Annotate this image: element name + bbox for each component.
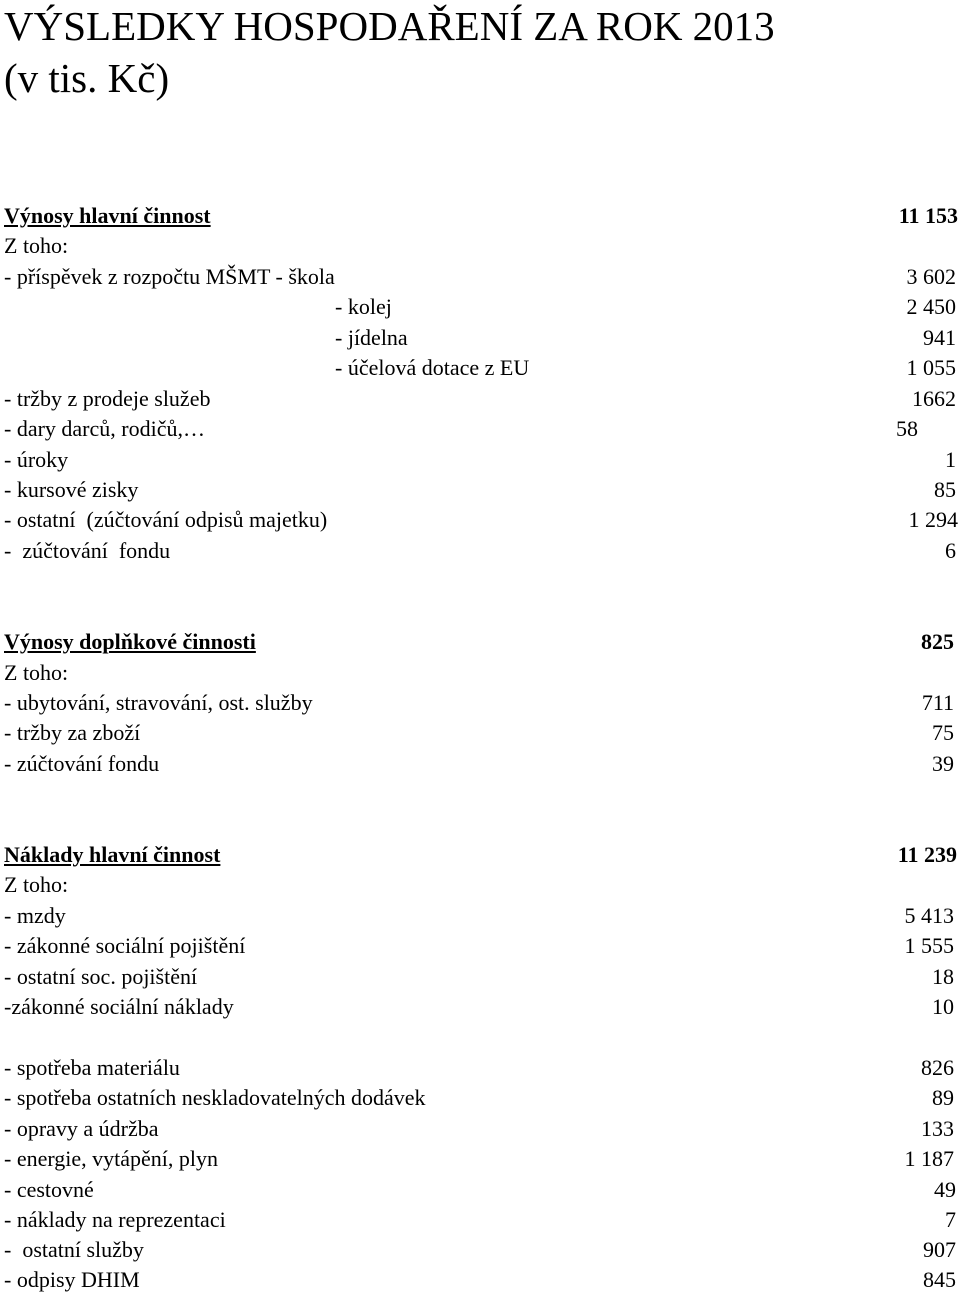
z-toho-row	[4, 870, 960, 900]
item-label: - spotřeba ostatních neskladovatelných dodávek	[4, 1085, 426, 1110]
list-item	[4, 536, 960, 566]
page-title-line2: (v tis. Kč)	[4, 55, 170, 101]
item-label: - tržby z prodeje služeb	[4, 386, 211, 411]
section-total: 11 153	[898, 203, 958, 228]
list-item	[4, 1235, 960, 1265]
item-label: - ostatní služby	[4, 1237, 144, 1262]
item-value: 826	[921, 1055, 954, 1080]
list-item	[4, 414, 960, 444]
list-item	[4, 1053, 960, 1083]
list-item	[4, 1175, 960, 1205]
section-heading: Výnosy hlavní činnost	[4, 203, 211, 228]
item-label: - jídelna	[335, 325, 408, 350]
item-label: - cestovné	[4, 1177, 94, 1202]
item-value: 941	[923, 325, 956, 350]
item-label: - ubytování, stravování, ost. služby	[4, 690, 313, 715]
item-value: 1 187	[904, 1146, 954, 1171]
item-value: 907	[923, 1237, 956, 1262]
item-value: 1 555	[904, 933, 954, 958]
item-value: 1 294	[908, 507, 958, 532]
item-label: - příspěvek z rozpočtu MŠMT - škola	[4, 264, 335, 289]
section-total: 11 239	[897, 842, 957, 867]
list-item	[4, 1265, 960, 1295]
item-label: - opravy a údržba	[4, 1116, 159, 1141]
list-item	[4, 962, 960, 992]
section-heading-row	[4, 201, 960, 231]
item-label: - kolej	[335, 294, 392, 319]
z-toho-label: Z toho:	[4, 233, 69, 258]
list-item	[4, 384, 960, 414]
list-item	[4, 688, 960, 718]
item-value: 85	[934, 477, 956, 502]
z-toho-label: Z toho:	[4, 872, 69, 897]
list-item	[4, 931, 960, 961]
list-item	[4, 475, 960, 505]
item-label: - úroky	[4, 447, 69, 472]
list-item	[4, 353, 960, 383]
item-label: - tržby za zboží	[4, 720, 141, 745]
section-heading-row	[4, 627, 960, 657]
page-title-line1: VÝSLEDKY HOSPODAŘENÍ ZA ROK 2013	[4, 3, 775, 49]
list-item	[4, 505, 960, 535]
item-value: 133	[921, 1116, 954, 1141]
section-total: 825	[921, 629, 954, 654]
z-toho-row	[4, 658, 960, 688]
list-item	[4, 292, 960, 322]
item-value: 3 602	[906, 264, 956, 289]
section-heading: Náklady hlavní činnost	[4, 842, 221, 867]
list-item	[4, 1205, 960, 1235]
item-label: -zákonné sociální náklady	[4, 994, 234, 1019]
item-value: 1 055	[906, 355, 956, 380]
list-item	[4, 262, 960, 292]
item-value: 49	[934, 1177, 956, 1202]
item-value: 7	[945, 1207, 956, 1232]
section-heading: Výnosy doplňkové činnosti	[4, 629, 256, 654]
item-value: 711	[921, 690, 954, 715]
item-label: - náklady na reprezentaci	[4, 1207, 226, 1232]
item-label: - energie, vytápění, plyn	[4, 1146, 219, 1171]
item-label: - zúčtování fondu	[4, 538, 171, 563]
item-value: 1662	[912, 386, 956, 411]
list-item	[4, 992, 960, 1022]
item-value: 845	[923, 1267, 956, 1292]
item-value: 2 450	[906, 294, 956, 319]
list-item	[4, 445, 960, 475]
item-label: - mzdy	[4, 903, 66, 928]
item-value: 5 413	[904, 903, 954, 928]
item-value: 1	[945, 447, 956, 472]
item-value: 39	[932, 751, 954, 776]
item-value: 18	[932, 964, 954, 989]
item-label: - ostatní soc. pojištění	[4, 964, 198, 989]
item-label: - účelová dotace z EU	[335, 355, 530, 380]
z-toho-label: Z toho:	[4, 660, 69, 685]
z-toho-row	[4, 231, 960, 261]
item-label: - odpisy DHIM	[4, 1267, 140, 1292]
item-value: 89	[932, 1085, 954, 1110]
item-value: 58	[896, 416, 918, 441]
section-heading-row	[4, 840, 960, 870]
item-value: 10	[932, 994, 954, 1019]
list-item	[4, 718, 960, 748]
list-item	[4, 749, 960, 779]
list-item	[4, 1114, 960, 1144]
list-item	[4, 1083, 960, 1113]
list-item	[4, 1144, 960, 1174]
item-value: 75	[932, 720, 954, 745]
item-label: - dary darců, rodičů,…	[4, 416, 205, 441]
item-label: - spotřeba materiálu	[4, 1055, 180, 1080]
item-value: 6	[945, 538, 956, 563]
item-label: - zúčtování fondu	[4, 751, 160, 776]
list-item	[4, 323, 960, 353]
list-item	[4, 901, 960, 931]
item-label: - zákonné sociální pojištění	[4, 933, 246, 958]
item-label: - ostatní (zúčtování odpisů majetku)	[4, 507, 328, 532]
item-label: - kursové zisky	[4, 477, 139, 502]
